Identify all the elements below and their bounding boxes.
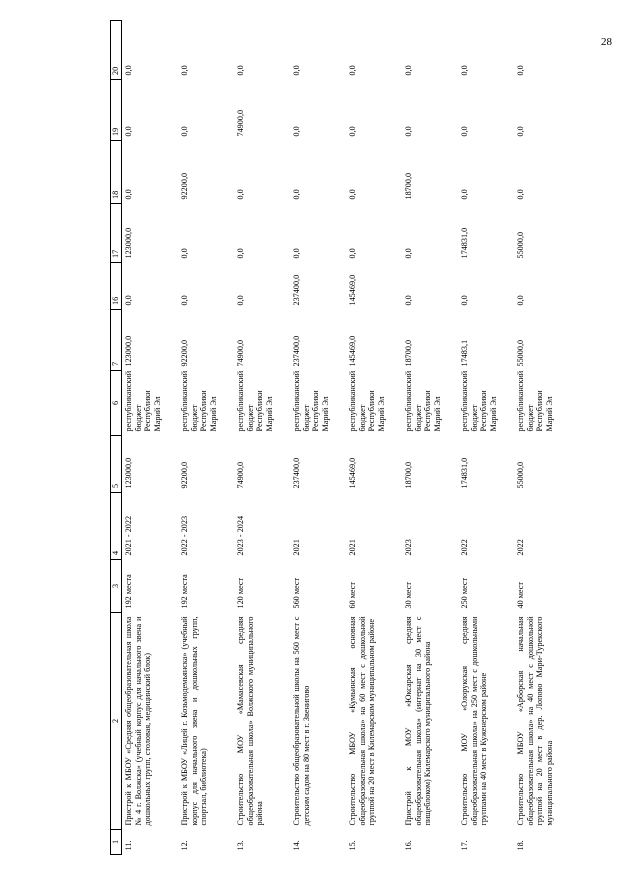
capacity: 192 места [124, 574, 133, 609]
object-name: Пристрой к МОУ «Юксарская средняя общеобразовательная школа» (интернат на 30 мест с пищеблоком) Килемарского муниципального района [404, 616, 433, 826]
funding-source: республиканский бюджет Республики Марий Эл [292, 370, 331, 432]
column-header-7: 7 [111, 310, 122, 371]
col-19-value: 0,0 [124, 126, 133, 137]
col-16-value: 0,0 [124, 295, 133, 306]
capacity: 30 мест [404, 582, 413, 609]
col-17-value: 55000,0 [516, 231, 525, 259]
cost: 92200,0 [180, 461, 189, 489]
col-7-value: 237400,0 [292, 335, 301, 367]
column-header-20: 20 [111, 21, 122, 80]
col-18-value: 0,0 [460, 189, 469, 200]
funding-source: республиканский бюджет Республики Марий Эл [460, 370, 499, 432]
capacity: 120 мест [236, 577, 245, 609]
col-17-value: 123000,0 [124, 227, 133, 259]
col-17-value: 0,0 [180, 248, 189, 259]
funding-source: республиканский бюджет Республики Марий Эл [348, 370, 387, 432]
object-name: Строительство МБОУ «Кумьинская основная общеобразовательная школа» на 60 мест с дошкольной группой на 20 мест в Килемарском муниципальном районе [348, 616, 377, 826]
col-20-value: 0,0 [460, 65, 469, 76]
capacity: 40 мест [516, 582, 525, 609]
column-header-6: 6 [111, 371, 122, 436]
period: 2021 - 2022 [124, 515, 133, 556]
col-20-value: 0,0 [404, 65, 413, 76]
row-number: 17. [460, 840, 469, 851]
col-18-value: 0,0 [124, 189, 133, 200]
col-20-value: 0,0 [348, 65, 357, 76]
col-7-value: 123000,0 [124, 335, 133, 367]
period: 2023 - 2024 [236, 515, 245, 556]
column-header-17: 17 [111, 204, 122, 263]
col-7-value: 92200,0 [180, 339, 189, 367]
column-header-1: 1 [111, 830, 122, 855]
col-16-value: 145469,0 [348, 274, 357, 306]
page-number: 28 [601, 36, 612, 48]
col-19-value: 0,0 [180, 126, 189, 137]
row-number: 14. [292, 840, 301, 851]
col-20-value: 0,0 [236, 65, 245, 76]
row-number: 12. [180, 840, 189, 851]
col-18-value: 0,0 [292, 189, 301, 200]
col-16-value: 0,0 [460, 295, 469, 306]
col-19-value: 0,0 [404, 126, 413, 137]
cost: 74900,0 [236, 461, 245, 489]
table-row [178, 21, 234, 855]
object-name: Строительство МБОУ «Арборская начальная общеобразовательная школа» на 40 мест с дошкольной группой на 20 мест в дер. Лопово Мари-Турекского муниципального района [516, 616, 555, 826]
object-name: Строительство МОУ «Олорукская средняя общеобразовательная школа» на 250 мест с дошкольными группами на 40 мест в Куженерском районе [460, 616, 489, 826]
col-16-value: 0,0 [516, 295, 525, 306]
col-19-value: 0,0 [348, 126, 357, 137]
table-row [402, 21, 458, 855]
funding-source: республиканский бюджет Республики Марий Эл [124, 370, 163, 432]
col-19-value: 74900,0 [236, 109, 245, 137]
col-18-value: 0,0 [236, 189, 245, 200]
row-number: 13. [236, 840, 245, 851]
col-16-value: 0,0 [236, 295, 245, 306]
col-17-value: 0,0 [292, 248, 301, 259]
col-7-value: 74900,0 [236, 339, 245, 367]
capacity: 192 места [180, 574, 189, 609]
col-20-value: 0,0 [516, 65, 525, 76]
cost: 55000,0 [516, 461, 525, 489]
funding-source: республиканский бюджет Республики Марий Эл [404, 370, 443, 432]
table-row [514, 21, 570, 855]
table-row [458, 21, 514, 855]
col-7-value: 55000,0 [516, 339, 525, 367]
table-body [122, 21, 571, 855]
col-17-value: 0,0 [348, 248, 357, 259]
period: 2023 [404, 539, 413, 556]
table-row [290, 21, 346, 855]
period: 2021 [292, 539, 301, 556]
col-17-value: 0,0 [236, 248, 245, 259]
object-name: Пристрой к МБОУ «Лицей г. Козьмодемьянска» (учебный корпус для начального звена и дошкольных групп, спортзал, библиотека) [180, 616, 209, 826]
period: 2022 - 2023 [180, 515, 189, 556]
col-19-value: 0,0 [460, 126, 469, 137]
column-header-19: 19 [111, 80, 122, 141]
col-16-value: 0,0 [404, 295, 413, 306]
row-number: 16. [404, 840, 413, 851]
col-18-value: 0,0 [348, 189, 357, 200]
cost: 123000,0 [124, 457, 133, 489]
row-number: 18. [516, 840, 525, 851]
column-header-16: 16 [111, 263, 122, 310]
col-18-value: 0,0 [516, 189, 525, 200]
column-header-5: 5 [111, 436, 122, 493]
column-header-3: 3 [111, 560, 122, 613]
row-number: 15. [348, 840, 357, 851]
col-17-value: 174831,0 [460, 227, 469, 259]
period: 2021 [348, 539, 357, 556]
col-20-value: 0,0 [180, 65, 189, 76]
cost: 237400,0 [292, 457, 301, 489]
col-18-value: 92200,0 [180, 172, 189, 200]
funding-source: республиканский бюджет Республики Марий Эл [180, 370, 219, 432]
column-header-18: 18 [111, 141, 122, 204]
object-name: Строительство общеобразовательной школы на 560 мест с детским садом на 80 мест в г. Звенигово [292, 616, 311, 826]
column-header-4: 4 [111, 493, 122, 560]
rotated-table-container [110, 35, 620, 855]
col-19-value: 0,0 [516, 126, 525, 137]
period: 2022 [460, 539, 469, 556]
cost: 145469,0 [348, 457, 357, 489]
col-20-value: 0,0 [124, 65, 133, 76]
funding-source: республиканский бюджет Республики Марий Эл [236, 370, 275, 432]
col-18-value: 18700,0 [404, 172, 413, 200]
object-name: Пристрой к МБОУ «Средняя общеобразовательная школа № 4 г. Волжска» (учебный корпус для начального звена и дошкольных групп, столовая, медицинский блок) [124, 616, 153, 826]
period: 2022 [516, 539, 525, 556]
row-number: 11. [124, 840, 133, 851]
cost: 18700,0 [404, 461, 413, 489]
table-row [346, 21, 402, 855]
col-19-value: 0,0 [292, 126, 301, 137]
funding-source: республиканский бюджет Республики Марий Эл [516, 370, 555, 432]
capacity: 250 мест [460, 577, 469, 609]
capacity: 60 мест [348, 582, 357, 609]
object-name: Строительство МОУ «Мамасевская средняя общеобразовательная школа» Волжского муниципального района [236, 616, 265, 826]
col-16-value: 0,0 [180, 295, 189, 306]
cost: 174831,0 [460, 457, 469, 489]
header-row [111, 21, 122, 855]
col-7-value: 18700,0 [404, 339, 413, 367]
capacity: 560 мест [292, 577, 301, 609]
col-16-value: 237400,0 [292, 274, 301, 306]
col-7-value: 17483,1 [460, 339, 469, 367]
table-row [234, 21, 290, 855]
investment-projects-table [110, 20, 570, 855]
col-17-value: 0,0 [404, 248, 413, 259]
col-20-value: 0,0 [292, 65, 301, 76]
table-row [122, 21, 179, 855]
col-7-value: 145469,0 [348, 335, 357, 367]
column-header-2: 2 [111, 613, 122, 830]
